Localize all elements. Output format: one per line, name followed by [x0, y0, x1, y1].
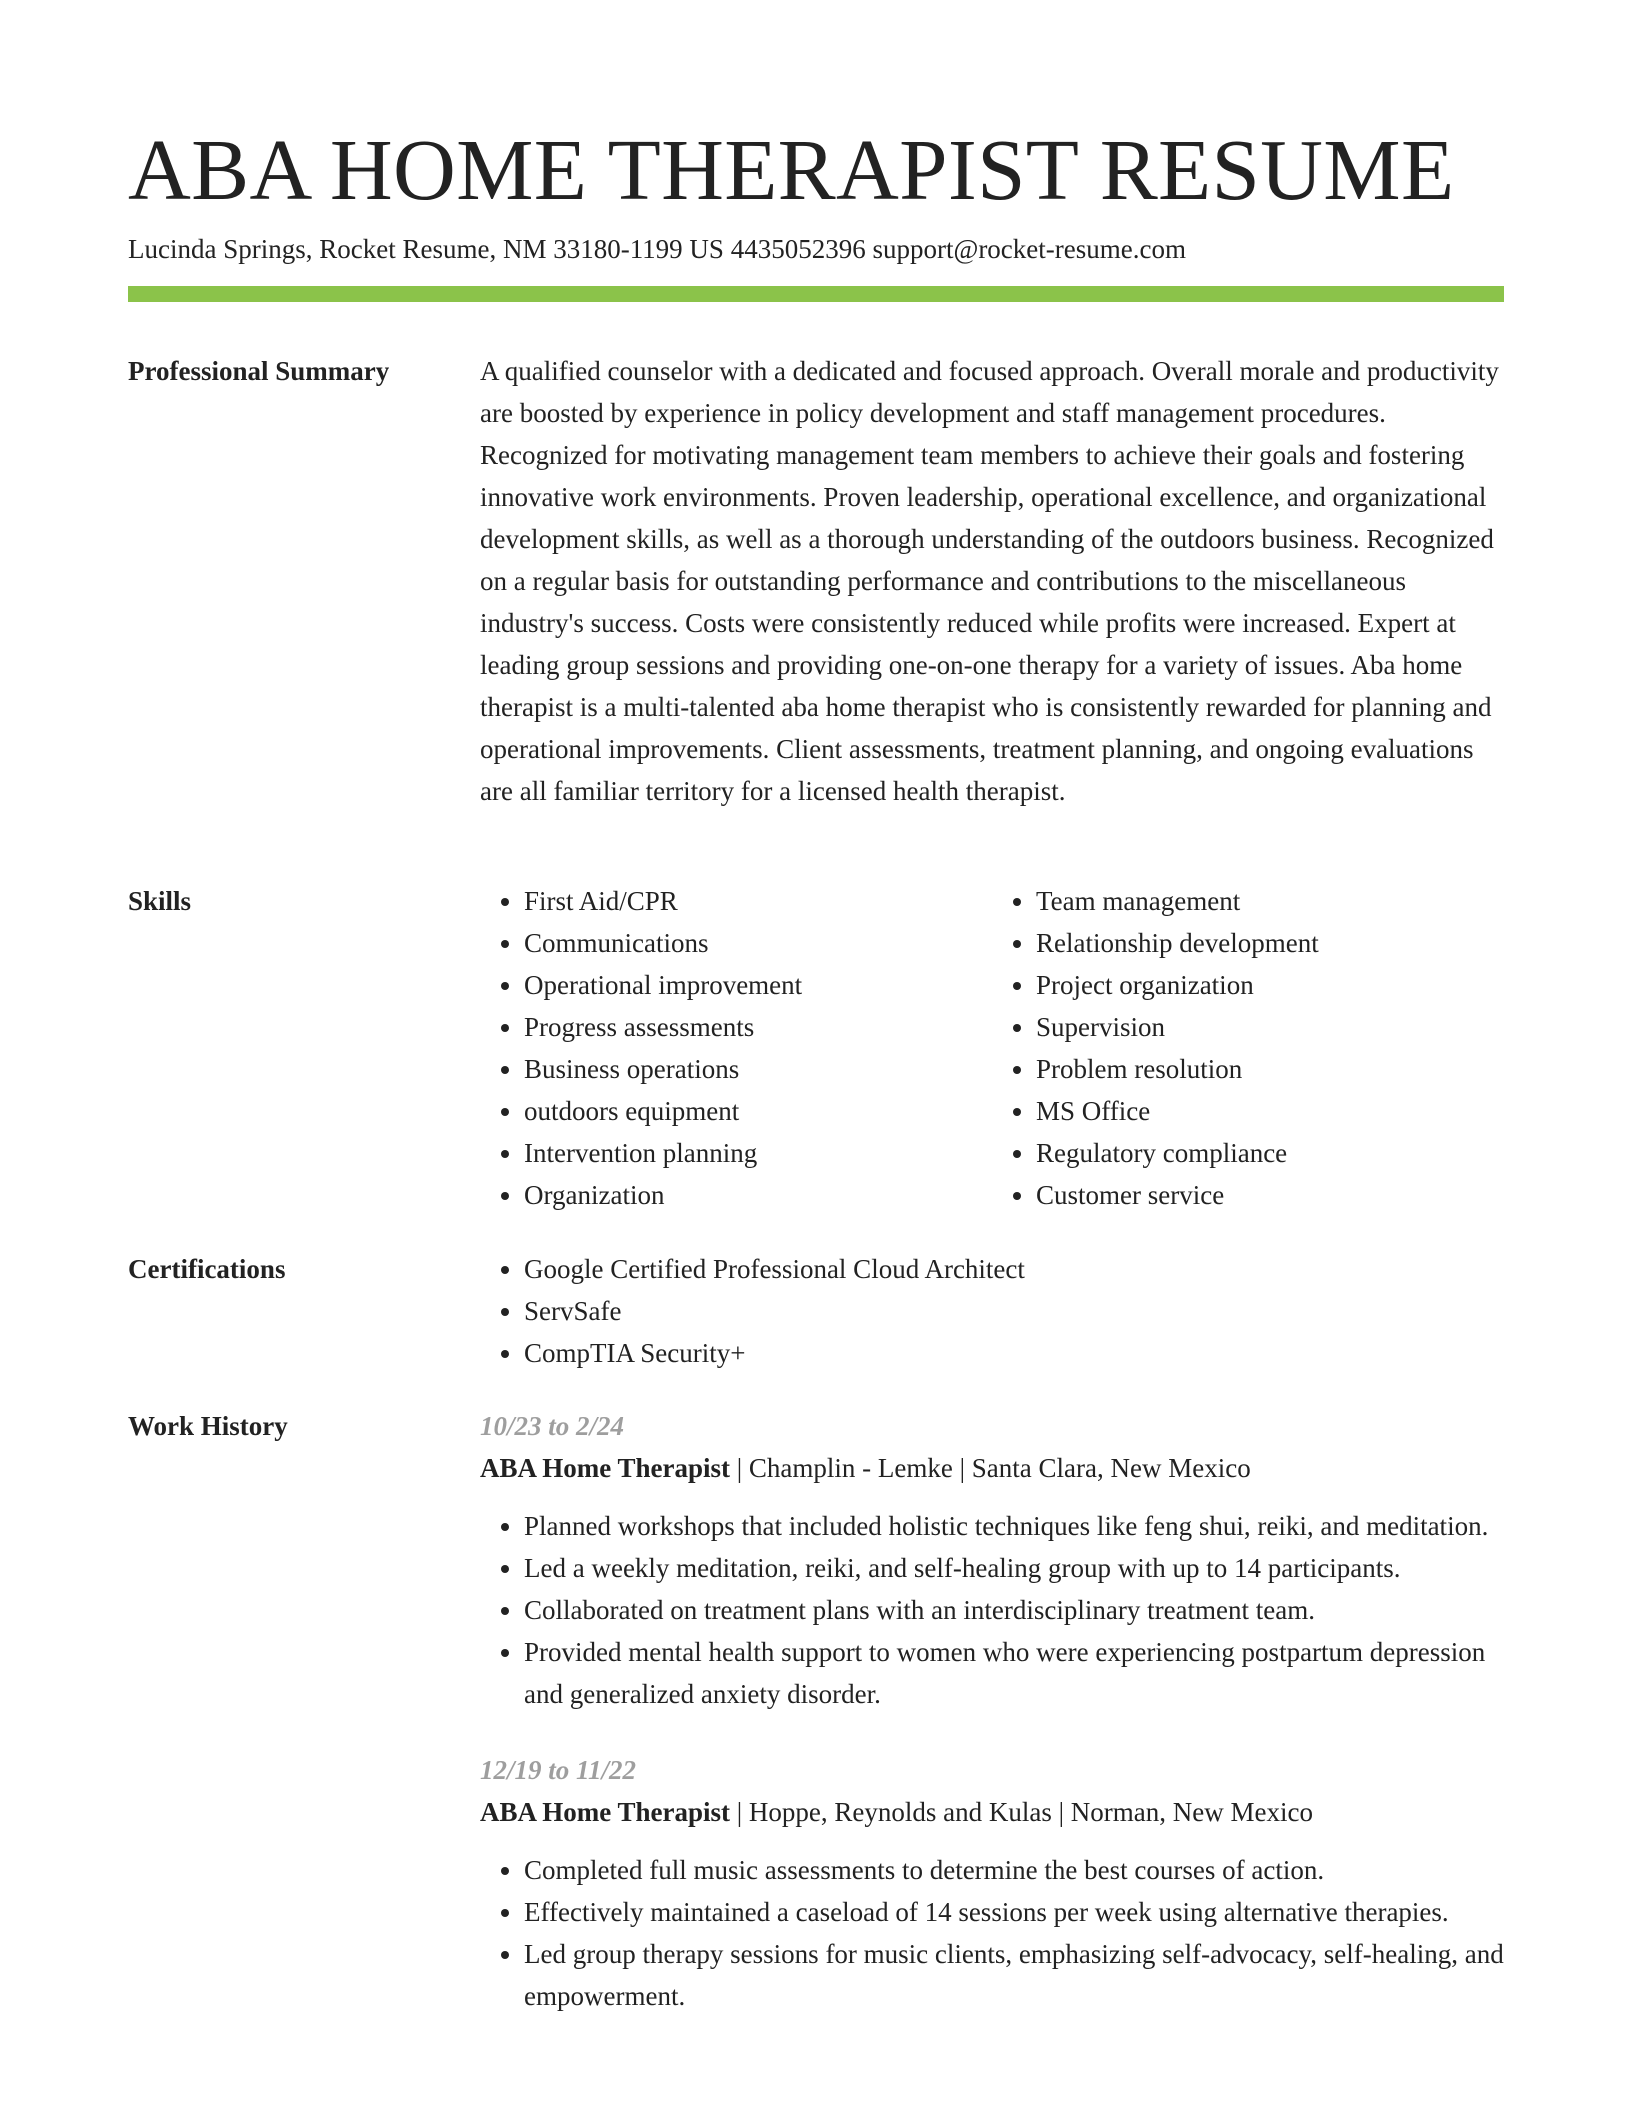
list-item: • Planned workshops that included holistic techniques like feng shui, reiki, and meditation.: [524, 1505, 1504, 1547]
list-item: • Team management: [1036, 880, 1504, 922]
accent-divider: [128, 286, 1504, 302]
summary-text: A qualified counselor with a dedicated and focused approach. Overall morale and productivity are boosted by experience in policy development and staff management procedures. Recognized for motivating management team members to achieve their goals and fostering innovative work environments. Proven leadership, operational excellence, and organizational development skills, as well as a thorough understanding of the outdoors business. Recognized on a regular basis for outstanding performance and contributions to the miscellaneous industry's success. Costs were consistently reduced while profits were increased. Expert at leading group sessions and providing one-on-one therapy for a variety of issues. Aba home therapist is a multi-talented aba home therapist who is consistently rewarded for planning and operational improvements. Client assessments, treatment planning, and ongoing evaluations are all familiar territory for a licensed health therapist.: [480, 356, 1499, 806]
list-item: • Project organization: [1036, 964, 1504, 1006]
list-item: • First Aid/CPR: [524, 880, 992, 922]
list-item: • outdoors equipment: [524, 1090, 992, 1132]
job-heading: [480, 1447, 1504, 1489]
list-item: • ServSafe: [524, 1290, 1504, 1332]
list-item: • Operational improvement: [524, 964, 992, 1006]
job-dates: 10/23 to 2/24: [480, 1411, 625, 1441]
list-item: • MS Office: [1036, 1090, 1504, 1132]
list-item: • Supervision: [1036, 1006, 1504, 1048]
work-history-label: Work History: [128, 1411, 288, 1441]
skills-body: [480, 880, 1504, 1216]
list-item: • Collaborated on treatment plans with an interdisciplinary treatment team.: [524, 1589, 1504, 1631]
summary-body: [480, 350, 1504, 812]
list-item: • Problem resolution: [1036, 1048, 1504, 1090]
job-heading: [480, 1791, 1504, 1833]
list-item: • Customer service: [1036, 1174, 1504, 1216]
skills-list-left: [480, 880, 992, 1216]
list-item: • Google Certified Professional Cloud Architect: [524, 1248, 1504, 1290]
certifications-list: [480, 1248, 1504, 1374]
certifications-body: [480, 1248, 1504, 1374]
job-entry: [480, 1405, 1504, 1715]
list-item: • Led group therapy sessions for music clients, emphasizing self-advocacy, self-healing, and empowerment.: [524, 1933, 1504, 2017]
job-entry: [480, 1749, 1504, 2017]
list-item: • Communications: [524, 922, 992, 964]
summary-label: Professional Summary: [128, 356, 390, 386]
list-item: • Led a weekly meditation, reiki, and self-healing group with up to 14 participants.: [524, 1547, 1504, 1589]
job-details: | Hoppe, Reynolds and Kulas | Norman, New Mexico: [730, 1797, 1313, 1827]
list-item: • Regulatory compliance: [1036, 1132, 1504, 1174]
job-title: ABA Home Therapist: [480, 1797, 731, 1827]
list-item: • Organization: [524, 1174, 992, 1216]
list-item: • CompTIA Security+: [524, 1332, 1504, 1374]
work-history-body: [480, 1405, 1504, 2051]
job-title: ABA Home Therapist: [480, 1453, 731, 1483]
job-bullets: [480, 1849, 1504, 2017]
resume-title: ABA HOME THERAPIST RESUME: [128, 121, 1455, 218]
skills-list-right: [992, 880, 1504, 1216]
job-bullets: [480, 1505, 1504, 1715]
list-item: • Progress assessments: [524, 1006, 992, 1048]
list-item: • Completed full music assessments to determine the best courses of action.: [524, 1849, 1504, 1891]
skills-label: Skills: [128, 886, 192, 916]
list-item: • Intervention planning: [524, 1132, 992, 1174]
list-item: • Provided mental health support to women who were experiencing postpartum depression and generalized anxiety disorder.: [524, 1631, 1504, 1715]
certifications-label: Certifications: [128, 1254, 286, 1284]
list-item: • Effectively maintained a caseload of 14 sessions per week using alternative therapies.: [524, 1891, 1504, 1933]
list-item: • Relationship development: [1036, 922, 1504, 964]
job-details: | Champlin - Lemke | Santa Clara, New Mexico: [730, 1453, 1251, 1483]
contact-line: Lucinda Springs, Rocket Resume, NM 33180-1199 US 4435052396 support@rocket-resume.com: [128, 234, 1186, 264]
job-dates: 12/19 to 11/22: [480, 1755, 637, 1785]
list-item: • Business operations: [524, 1048, 992, 1090]
